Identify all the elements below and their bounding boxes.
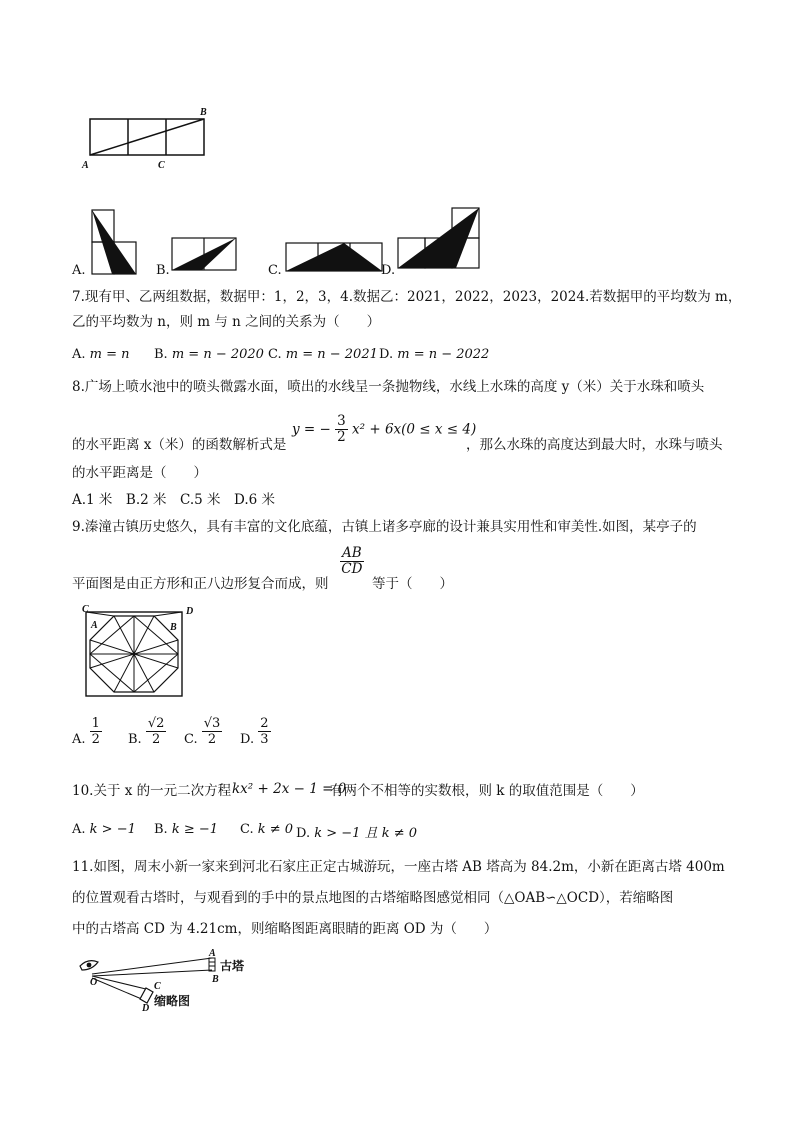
q9-line2-pre: 平面图是由正方形和正八边形复合而成，则 [72, 576, 329, 592]
q9-frac-num: AB [342, 545, 362, 561]
q8-formula-num: 3 [337, 413, 346, 429]
q8-line2-post: ，那么水珠的高度达到最大时，水珠与喷头 [466, 437, 723, 453]
q9-option-c-num: √3 [203, 716, 221, 731]
q6-option-a-figure [92, 210, 152, 275]
q9-option-a[interactable] [72, 716, 102, 747]
q10-option-b-expr: k ≥ −1 [171, 822, 219, 837]
q9-option-a-num: 1 [91, 716, 100, 731]
q9-option-b[interactable] [128, 716, 166, 747]
q7-option-a[interactable] [72, 347, 130, 362]
q8-line3: 的水平距离是（ ） [72, 465, 207, 481]
q7-option-b-expr: m = n − 2020 [171, 347, 264, 362]
q9-option-d[interactable] [240, 716, 271, 747]
q11-line3: 中的古塔高 CD 为 4.21cm，则缩略图距离眼睛的距离 OD 为（ ） [72, 921, 498, 937]
q8-line2-pre: 的水平距离 x（米）的函数解析式是 [72, 437, 287, 453]
q10-option-c-expr: k ≠ 0 [257, 822, 294, 837]
q6-option-c-figure [286, 243, 386, 275]
q10-option-b[interactable] [154, 822, 218, 837]
q8-line1: 8.广场上喷水池中的喷头微露水面，喷出的水线呈一条抛物线，水线上水珠的高度 y（米）关于水珠和喷头 [72, 379, 705, 395]
q6-option-c[interactable]: C. [268, 263, 282, 278]
q7-line2: 乙的平均数为 n，则 m 与 n 之间的关系为（ ） [72, 314, 381, 330]
q11-label-tower: 古塔 [220, 959, 245, 973]
q10-option-d[interactable] [296, 822, 417, 841]
q6-option-b-figure [172, 238, 242, 274]
q6-option-d[interactable]: D. [381, 263, 396, 278]
q7-option-c-expr: m = n − 2021 [285, 347, 378, 362]
q10-equation: kx² + 2x − 1 = 0 [232, 781, 347, 797]
q6-label-a: A [82, 160, 89, 171]
q11-tower-figure [76, 952, 226, 1012]
q7-option-c[interactable] [268, 347, 378, 362]
q11-label-map: 缩略图 [154, 994, 191, 1008]
q11-label-b: B [212, 974, 219, 985]
q7-option-c-letter: C. [268, 347, 282, 362]
q10-option-a-expr: k > −1 [89, 822, 136, 837]
q11-label-a: A [209, 948, 216, 959]
q9-label-c: C [82, 604, 89, 615]
q9-label-b: B [170, 622, 177, 633]
q11-label-o: O [90, 977, 98, 988]
q11-label-d: D [142, 1003, 150, 1014]
q9-option-a-den: 2 [91, 732, 100, 747]
q7-option-d-letter: D. [379, 347, 394, 362]
q8-formula-fraction [335, 414, 348, 445]
q10-pre: 10.关于 x 的一元二次方程 [72, 783, 232, 799]
q10-post: 有两个不相等的实数根，则 k 的取值范围是（ ） [330, 783, 644, 799]
q7-option-a-expr: m = n [89, 347, 130, 362]
q7-option-d[interactable] [379, 347, 489, 362]
q7-option-b-letter: B. [154, 347, 168, 362]
q10-option-a-letter: A. [72, 822, 86, 837]
q7-option-d-expr: m = n − 2022 [397, 347, 490, 362]
q10-option-d-expr: k > −1 且 k ≠ 0 [314, 826, 418, 841]
q9-option-d-letter: D. [240, 732, 255, 747]
q9-option-d-den: 3 [260, 732, 269, 747]
q10-option-c-letter: C. [240, 822, 254, 837]
q8-formula-den: 2 [337, 429, 346, 445]
q8-options[interactable]: A.1 米 B.2 米 C.5 米 D.6 米 [72, 492, 276, 508]
q11-line2: 的位置观看古塔时，与观看到的手中的景点地图的古塔缩略图感觉相同（△OAB∽△OCD），若缩略图 [72, 890, 674, 906]
q9-option-c-den: 2 [207, 732, 217, 747]
q8-formula-rest: x² + 6x(0 ≤ x ≤ 4) [352, 421, 477, 438]
q6-grid-figure [82, 110, 212, 170]
q7-option-b[interactable] [154, 347, 264, 362]
q9-option-d-num: 2 [260, 716, 269, 731]
q10-option-c[interactable] [240, 822, 293, 837]
q9-option-b-num: √2 [147, 716, 165, 731]
q9-option-c[interactable] [184, 716, 222, 747]
q9-option-b-letter: B. [128, 732, 142, 747]
q9-label-a: A [91, 620, 98, 631]
q8-formula [292, 414, 476, 445]
q9-option-c-letter: C. [184, 732, 198, 747]
q9-option-a-letter: A. [72, 732, 86, 747]
q8-formula-y: y = − [292, 421, 331, 438]
q7-option-a-letter: A. [72, 347, 86, 362]
q10-option-d-letter: D. [296, 826, 311, 841]
q6-option-b[interactable]: B. [156, 263, 170, 278]
q11-label-c: C [154, 981, 161, 992]
q11-line1: 11.如图，周末小新一家来到河北石家庄正定古城游玩，一座古塔 AB 塔高为 84.2m，小新在距离古塔 400m [72, 859, 725, 875]
q10-option-a[interactable] [72, 822, 136, 837]
q9-frac-den: CD [341, 561, 363, 577]
q6-option-d-figure [398, 208, 488, 274]
q7-line1: 7.现有甲、乙两组数据，数据甲：1，2，3，4.数据乙：2021，2022，2023，2024.若数据甲的平均数为 m， [72, 289, 742, 305]
q10-option-b-letter: B. [154, 822, 168, 837]
q6-option-a[interactable]: A. [72, 263, 86, 278]
q9-fraction [340, 546, 364, 577]
q9-option-b-den: 2 [151, 732, 161, 747]
q6-label-b: B [200, 107, 207, 118]
q9-label-d: D [186, 606, 194, 617]
q9-line2-post: 等于（ ） [372, 576, 453, 592]
q9-line1: 9.溱潼古镇历史悠久，具有丰富的文化底蕴，古镇上诸多亭廊的设计兼具实用性和审美性.如图，某亭子的 [72, 519, 697, 535]
q6-label-c: C [158, 160, 165, 171]
